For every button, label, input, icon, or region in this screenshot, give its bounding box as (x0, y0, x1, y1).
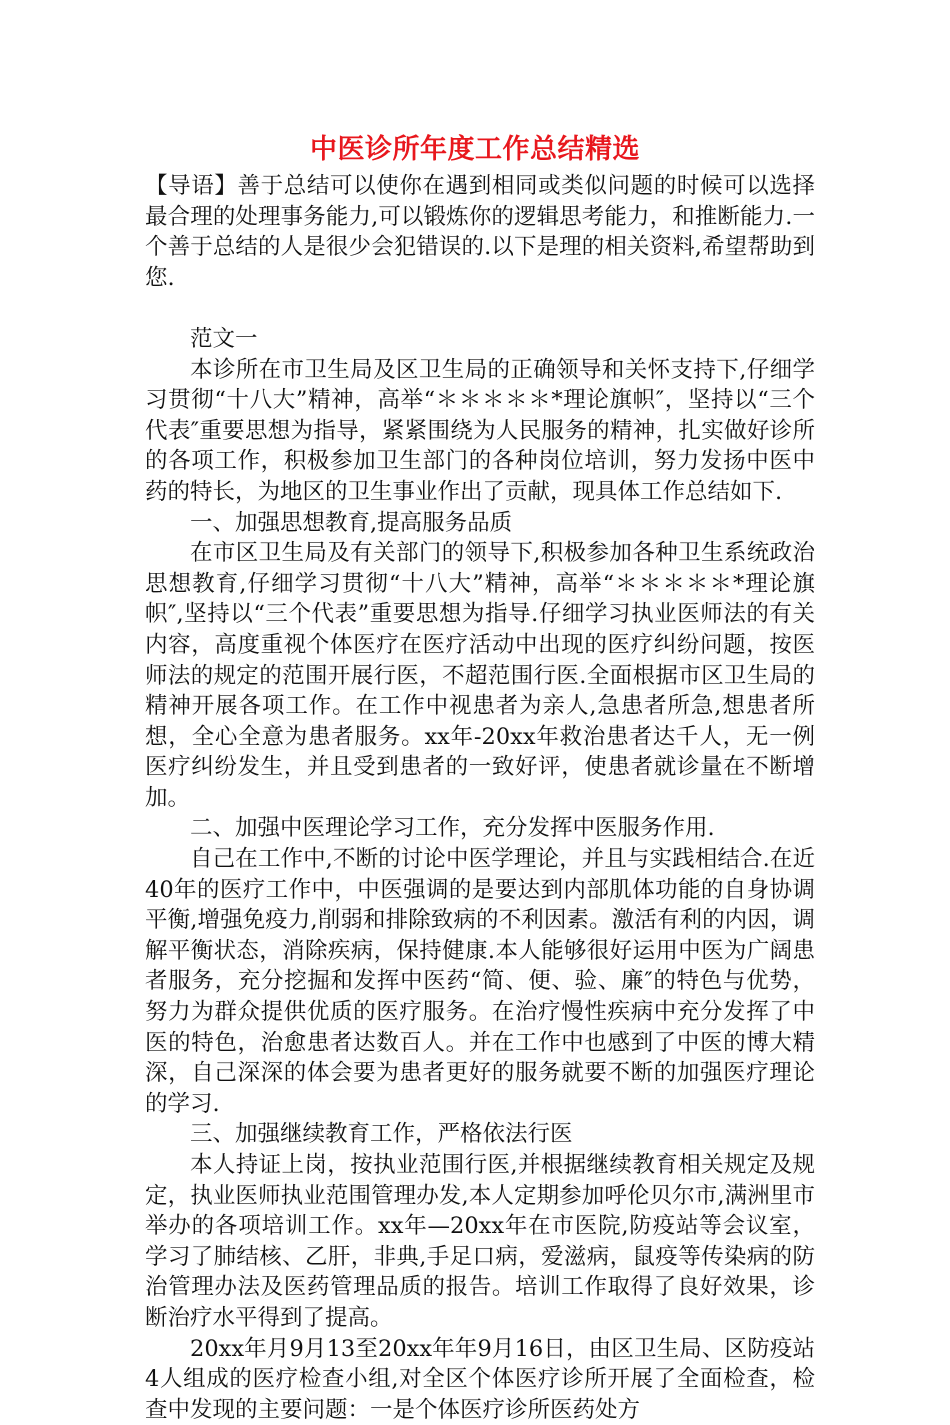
sample-heading: 范文一 (190, 325, 258, 352)
section-heading-1: 一、加强思想教育,提高服务品质 (190, 509, 513, 536)
blank-line (145, 293, 815, 324)
intro-paragraph: 【导语】善于总结可以使你在遇到相同或类似问题的时候可以选择最合理的处理事务能力,可以锻炼你的逻辑思考能力，和推断能力.一个善于总结的人是很少会犯错误的.以下是理的相关资料,希望帮助到您. (145, 173, 815, 291)
section-heading-3: 三、加强继续教育工作，严格依法行医 (190, 1121, 573, 1148)
section-heading-2: 二、加强中医理论学习工作，充分发挥中医服务作用. (190, 815, 715, 842)
paragraph-section-2: 自己在工作中,不断的讨论中医学理论，并且与实践相结合.在近40年的医疗工作中，中医强调的是要达到内部肌体功能的自身协调平衡,增强免疫力,削弱和排除致病的不利因素。激活有利的内因，调解平衡状态，消除疾病，保持健康.本人能够很好运用中医为广阔患者服务，充分挖掘和发挥中医药“简、便、验、廉″的特色与优势，努力为群众提供优质的医疗服务。在治疗慢性疾病中充分发挥了中医的特色，治愈患者达数百人。并在工作中也感到了中医的博大精深，自己深深的体会要为患者更好的服务就要不断的加强医疗理论的学习. (145, 846, 815, 1117)
paragraph-inspection: 20xx年月9月13至20xx年年9月16日，由区卫生局、区防疫站4人组成的医疗检查小组,对全区个体医疗诊所开展了全面检查，检查中发现的主要问题：一是个体医疗诊所医药处方 (145, 1335, 815, 1423)
paragraph-section-1: 在市区卫生局及有关部门的领导下,积极参加各种卫生系统政治思想教育,仔细学习贯彻“十八大”精神，高举“＊＊＊＊＊*理论旗帜″,坚持以“三个代表”重要思想为指导.仔细学习执业医师法的有关内容，高度重视个体医疗在医疗活动中出现的医疗纠纷问题，按医师法的规定的范围开展行医，不超范围行医.全面根据市区卫生局的精神开展各项工作。在工作中视患者为亲人,急患者所急,想患者所想，全心全意为患者服务。xx年-20xx年救治患者达千人，无一例医疗纠纷发生，并且受到患者的一致好评，使患者就诊量在不断增加。 (145, 540, 815, 811)
paragraph-section-3: 本人持证上岗，按执业范围行医,并根据继续教育相关规定及规定，执业医师执业范围管理办发,本人定期参加呼伦贝尔市,满洲里市举办的各项培训工作。xx年—20xx年在市医院,防疫站等会议室，学习了肺结核、乙肝，非典,手足口病，爱滋病，鼠疫等传染病的防治管理办法及医药管理品质的报告。培训工作取得了良好效果，诊断治疗水平得到了提高。 (145, 1152, 815, 1331)
paragraph-opening: 本诊所在市卫生局及区卫生局的正确领导和关怀支持下,仔细学习贯彻“十八大”精神，高举“＊＊＊＊＊*理论旗帜″，坚持以“三个代表″重要思想为指导，紧紧围绕为人民服务的精神，扎实做好诊所的各项工作，积极参加卫生部门的各种岗位培训，努力发扬中医中药的特长，为地区的卫生事业作出了贡献，现具体工作总结如下. (145, 356, 815, 505)
document-body (145, 171, 815, 1425)
document-title: 中医诊所年度工作总结精选 (310, 134, 640, 165)
